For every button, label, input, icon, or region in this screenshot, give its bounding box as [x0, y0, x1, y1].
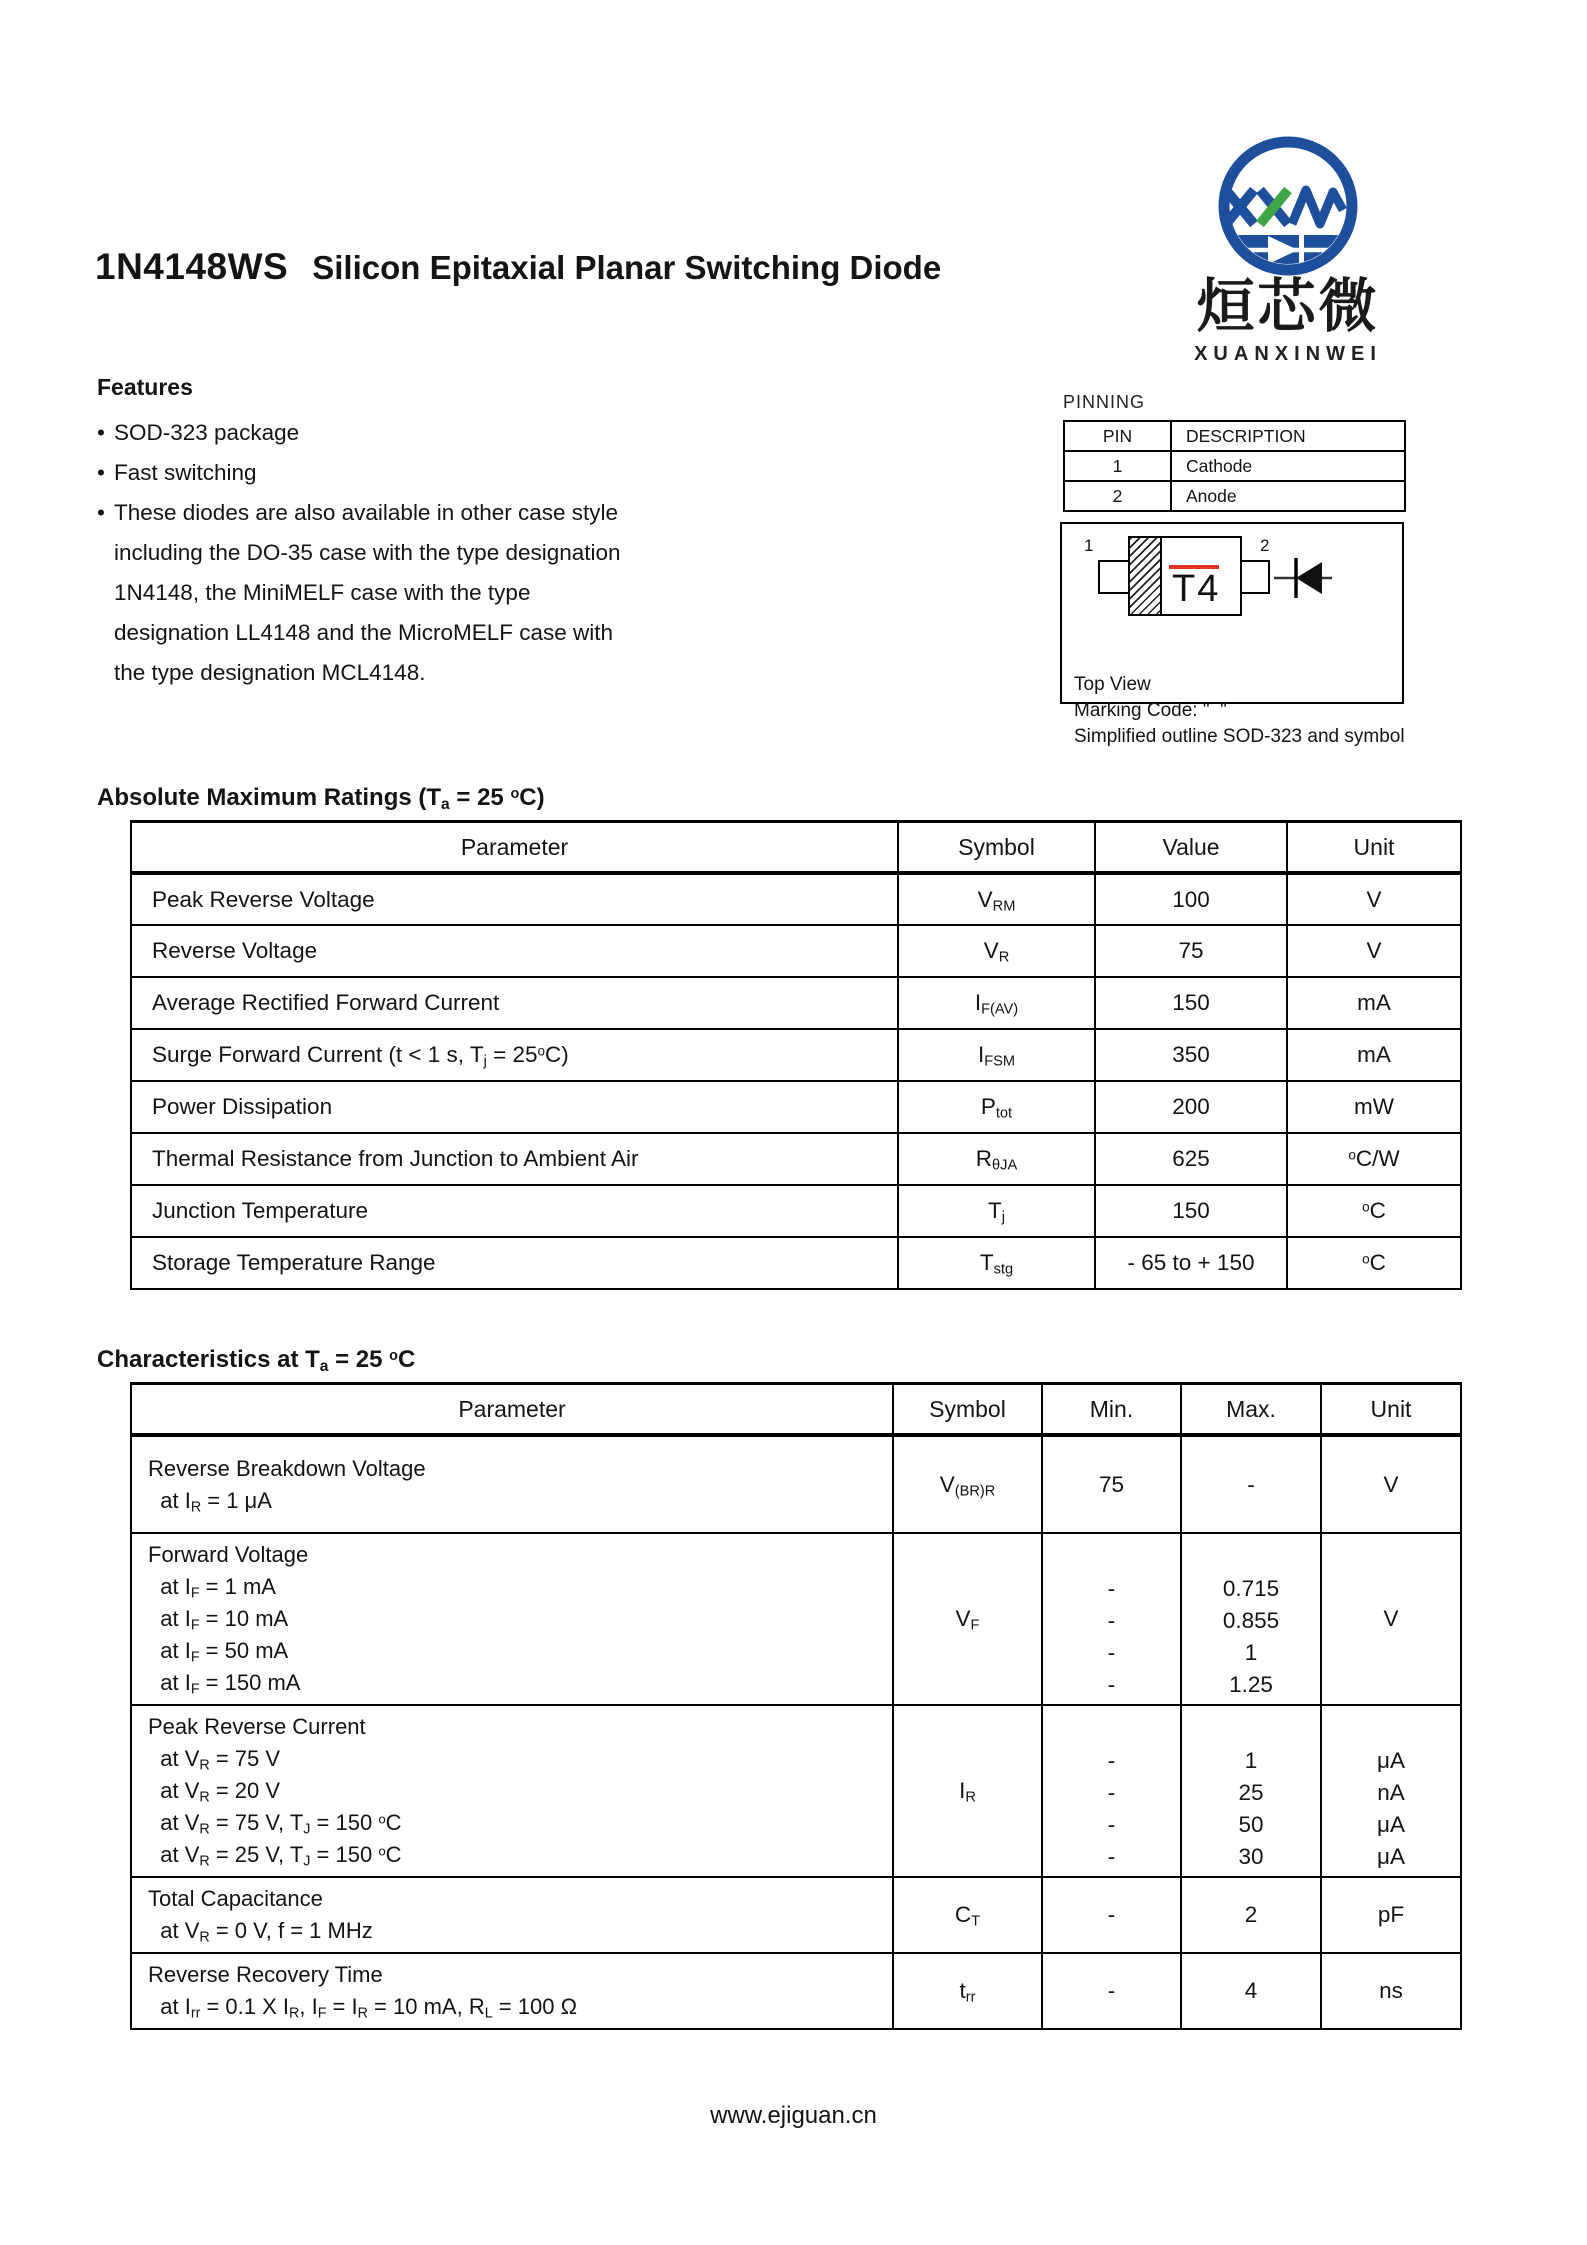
col-parameter: Parameter: [131, 822, 898, 874]
pin-description: Anode: [1171, 481, 1405, 511]
min-cell: -: [1042, 1877, 1181, 1953]
symbol-cell: $I_R$: [893, 1705, 1042, 1877]
pin2-label: 2: [1260, 536, 1270, 555]
symbol-cell: $C_T$: [893, 1877, 1042, 1953]
table-row: [131, 1029, 1461, 1081]
feature-text: Fast switching: [114, 460, 257, 485]
table-header-row: [131, 822, 1461, 874]
symbol-cell: $I_{F(AV)}$: [898, 977, 1095, 1029]
param-cell: Forward Voltage at $I_F = 1$ mA at $I_F = 10$ mA at $I_F = 50$ mA at $I_F = 150$ mA: [131, 1533, 893, 1705]
param-cell: Peak Reverse Current at $V_R = 75$ V at $V_R = 20$ V at $V_R = 75$ V, $T_J = 150$ $^o$C at $V_R = 25$ V, $T_J = 150$ $^o$C: [131, 1705, 893, 1877]
param-cell: Reverse Recovery Time at $I_{rr} = 0.1$ X $I_R$, $I_F = I_R = 10$ mA, $R_L = 100$ Ω: [131, 1953, 893, 2029]
param-cell: Reverse Voltage: [131, 925, 898, 977]
col-parameter: Parameter: [131, 1384, 893, 1436]
feature-text: including the DO-35 case with the type designation: [114, 540, 621, 565]
unit-cell: pF: [1321, 1877, 1461, 1953]
unit-cell: $^o$C: [1287, 1237, 1461, 1289]
caption-marking-code: Marking Code: " ": [1074, 700, 1227, 721]
page-title: [95, 246, 941, 288]
table-row: [131, 1533, 1461, 1705]
symbol-cell: $I_{FSM}$: [898, 1029, 1095, 1081]
param-cell: Peak Reverse Voltage: [131, 873, 898, 925]
table-row: [131, 1185, 1461, 1237]
feature-text: designation LL4148 and the MicroMELF case with: [114, 620, 614, 645]
col-symbol: Symbol: [898, 822, 1095, 874]
table-row: [131, 1133, 1461, 1185]
param-cell: Reverse Breakdown Voltage at $I_R = 1$ μA: [131, 1435, 893, 1533]
pinning-heading: PINNING: [1063, 392, 1146, 412]
min-cell: -: [1042, 1953, 1181, 2029]
param-cell: Thermal Resistance from Junction to Ambient Air: [131, 1133, 898, 1185]
caption-top-view: Top View: [1074, 674, 1151, 695]
value-cell: 150: [1095, 977, 1287, 1029]
unit-cell: mA: [1287, 1029, 1461, 1081]
max-cell: 0.715 0.855 1 1.25: [1181, 1533, 1321, 1705]
table-row: [1064, 481, 1405, 511]
table-row: [1064, 451, 1405, 481]
param-cell: Junction Temperature: [131, 1185, 898, 1237]
marking-code-text: T4: [1172, 568, 1221, 610]
table-row: [131, 1435, 1461, 1533]
unit-cell: ns: [1321, 1953, 1461, 2029]
unit-cell: V: [1287, 925, 1461, 977]
table-row: [131, 977, 1461, 1029]
feature-item: [97, 453, 757, 493]
col-unit: Unit: [1287, 822, 1461, 874]
feature-item: [97, 413, 757, 453]
characteristics-table: [130, 1382, 1462, 2030]
min-cell: 75: [1042, 1435, 1181, 1533]
symbol-cell: $R_{\theta JA}$: [898, 1133, 1095, 1185]
characteristics-heading: Characteristics at $T_a = 25$ $^o$C: [97, 1346, 416, 1375]
table-row: [131, 1877, 1461, 1953]
features-section: [97, 374, 757, 693]
pin-column-header: PIN: [1064, 421, 1171, 451]
pin-description: Cathode: [1171, 451, 1405, 481]
unit-cell: $^o$C/W: [1287, 1133, 1461, 1185]
table-row: [131, 1953, 1461, 2029]
footer-website: www.ejiguan.cn: [710, 2102, 877, 2129]
min-cell: - - - -: [1042, 1705, 1181, 1877]
table-row: [131, 1705, 1461, 1877]
unit-cell: mA: [1287, 977, 1461, 1029]
features-heading: Features: [97, 374, 193, 400]
unit-cell: V: [1321, 1533, 1461, 1705]
pin-number: 2: [1064, 481, 1171, 511]
unit-cell: mW: [1287, 1081, 1461, 1133]
pin1-label: 1: [1084, 536, 1094, 555]
param-cell: Surge Forward Current (t < 1 s, $T_j = 25^oC$): [131, 1029, 898, 1081]
max-cell: 2: [1181, 1877, 1321, 1953]
pin-number: 1: [1064, 451, 1171, 481]
part-description: Silicon Epitaxial Planar Switching Diode: [312, 249, 942, 286]
max-cell: -: [1181, 1435, 1321, 1533]
col-max: Max.: [1181, 1384, 1321, 1436]
company-logo: [1186, 124, 1392, 376]
col-unit: Unit: [1321, 1384, 1461, 1436]
value-cell: - 65 to + 150: [1095, 1237, 1287, 1289]
value-cell: 100: [1095, 873, 1287, 925]
feature-text: These diodes are also available in other case style: [114, 500, 619, 525]
feature-text: the type designation MCL4148.: [114, 660, 426, 685]
value-cell: 350: [1095, 1029, 1287, 1081]
bullet-icon: •: [97, 460, 105, 485]
col-symbol: Symbol: [893, 1384, 1042, 1436]
package-pin2-lead: [1238, 560, 1270, 594]
table-row: [131, 925, 1461, 977]
unit-cell: V: [1321, 1435, 1461, 1533]
abs-max-table: [130, 820, 1462, 1290]
description-column-header: DESCRIPTION: [1171, 421, 1405, 451]
bullet-icon: •: [97, 420, 105, 445]
max-cell: 1 25 50 30: [1181, 1705, 1321, 1877]
table-header-row: [131, 1384, 1461, 1436]
table-header-row: [1064, 421, 1405, 451]
value-cell: 200: [1095, 1081, 1287, 1133]
symbol-cell: $V_R$: [898, 925, 1095, 977]
param-cell: Storage Temperature Range: [131, 1237, 898, 1289]
caption-outline: Simplified outline SOD-323 and symbol: [1074, 726, 1405, 747]
package-pin1-lead: [1098, 560, 1130, 594]
abs-max-heading: Absolute Maximum Ratings ($T_a = 25$ $^o$C): [97, 784, 545, 813]
symbol-cell: $V_{RM}$: [898, 873, 1095, 925]
symbol-cell: $V_F$: [893, 1533, 1042, 1705]
unit-cell: V: [1287, 873, 1461, 925]
table-row: [131, 873, 1461, 925]
value-cell: 150: [1095, 1185, 1287, 1237]
feature-text: 1N4148, the MiniMELF case with the type: [114, 580, 531, 605]
symbol-cell: $V_{(BR)R}$: [893, 1435, 1042, 1533]
unit-cell: μA nA μA μA: [1321, 1705, 1461, 1877]
max-cell: 4: [1181, 1953, 1321, 2029]
col-min: Min.: [1042, 1384, 1181, 1436]
symbol-cell: $T_{stg}$: [898, 1237, 1095, 1289]
figure-captions: [1074, 620, 1405, 750]
diode-symbol-icon: [1272, 550, 1334, 606]
param-cell: Average Rectified Forward Current: [131, 977, 898, 1029]
unit-cell: $^o$C: [1287, 1185, 1461, 1237]
cathode-band-hatch: [1130, 538, 1162, 614]
value-cell: 75: [1095, 925, 1287, 977]
symbol-cell: $P_{tot}$: [898, 1081, 1095, 1133]
table-row: [131, 1237, 1461, 1289]
symbol-cell: $t_{rr}$: [893, 1953, 1042, 2029]
logo-english-name: XUANXINWEI: [1194, 343, 1382, 365]
feature-item: [97, 493, 757, 533]
col-value: Value: [1095, 822, 1287, 874]
param-cell: Power Dissipation: [131, 1081, 898, 1133]
symbol-cell: $T_j$: [898, 1185, 1095, 1237]
bullet-icon: •: [97, 500, 105, 525]
logo-chinese-name: 烜芯微: [1196, 274, 1380, 339]
param-cell: Total Capacitance at $V_R = 0$ V, f = 1 MHz: [131, 1877, 893, 1953]
table-row: [131, 1081, 1461, 1133]
part-number: 1N4148WS: [95, 246, 289, 287]
value-cell: 625: [1095, 1133, 1287, 1185]
pinning-table: [1063, 420, 1406, 512]
package-outline-figure: [1060, 522, 1405, 747]
feature-text: SOD-323 package: [114, 420, 300, 445]
min-cell: - - - -: [1042, 1533, 1181, 1705]
